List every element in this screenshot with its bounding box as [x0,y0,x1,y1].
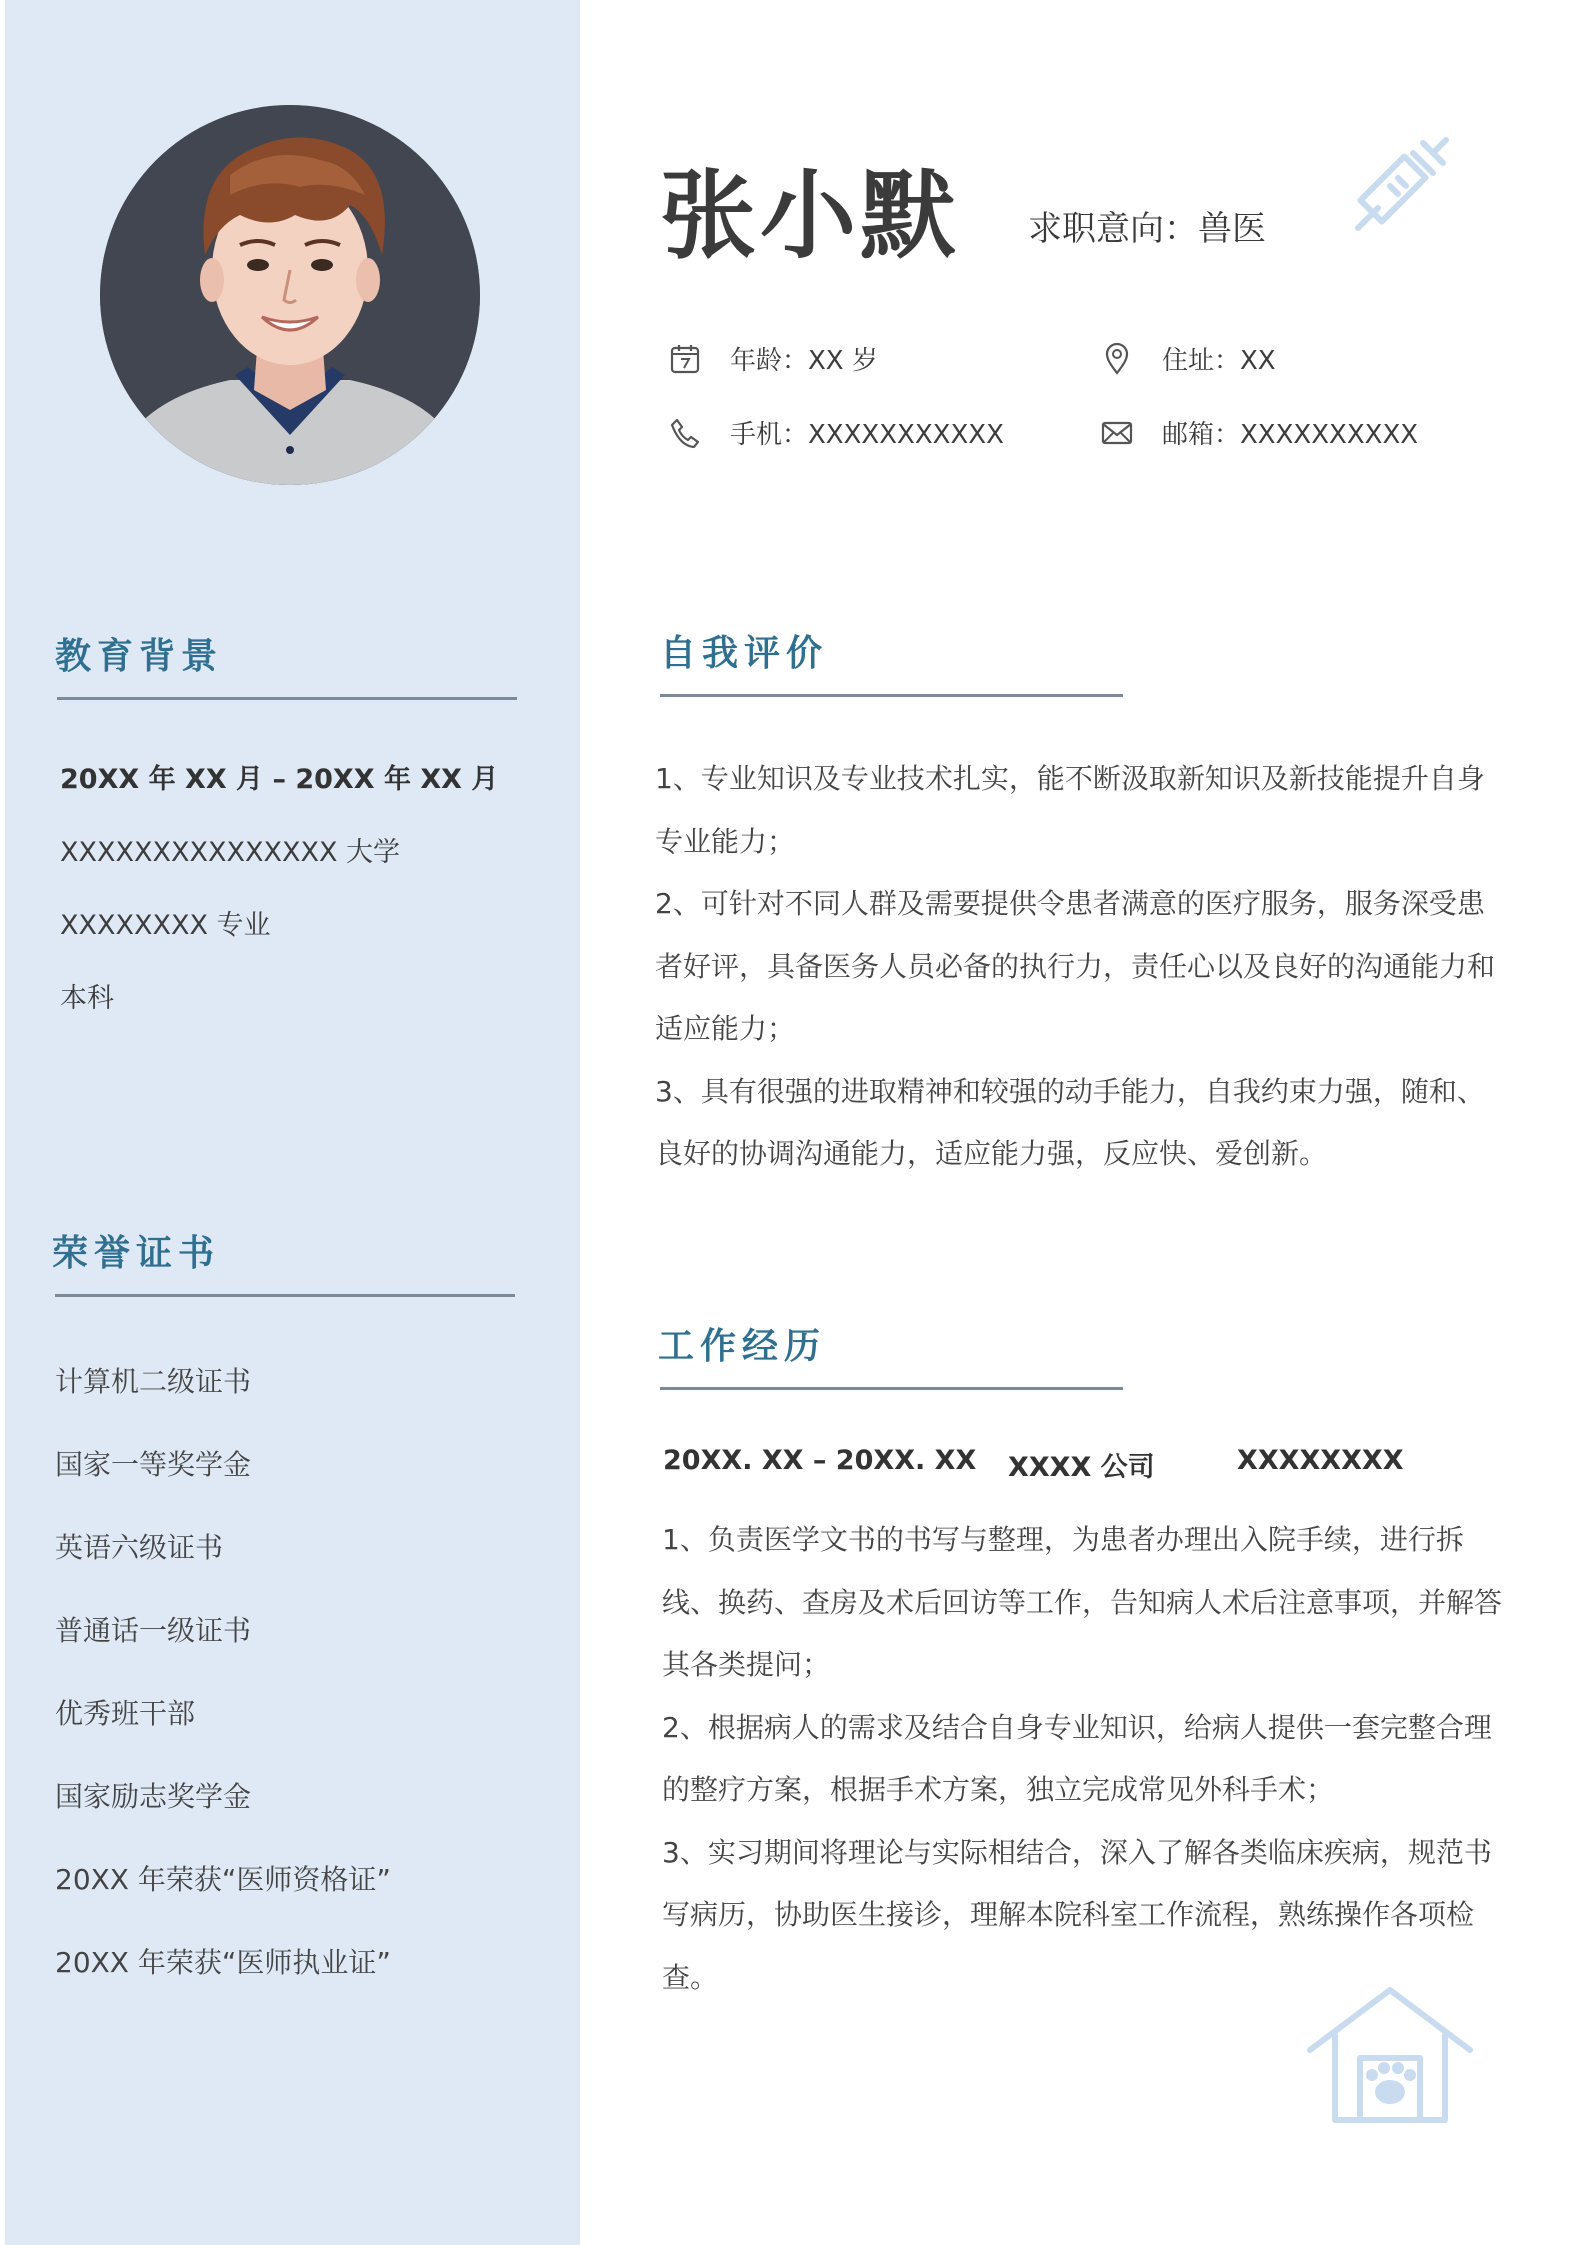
education-degree: 本科 [60,983,114,1014]
self-eval-item: 2、可针对不同人群及需要提供令患者满意的医疗服务，服务深受患者好评，具备医务人员必备的执行力，责任心以及良好的沟通能力和适应能力； [655,887,1496,1045]
contact-address [1100,340,1276,377]
honor-item: 优秀班干部 [55,1697,196,1730]
education-major: XXXXXXXX 专业 [60,910,271,941]
honor-item: 英语六级证书 [55,1531,224,1564]
honor-item: 20XX 年荣获“医师资格证” [55,1863,391,1896]
email-text: 邮箱：XXXXXXXXXX [1162,420,1419,450]
calendar-icon [668,342,702,376]
job-intent: 求职意向：兽医 [1028,209,1266,249]
self-eval-list [655,748,1505,1186]
education-title: 教育背景 [55,636,224,677]
honor-item: 计算机二级证书 [55,1365,252,1398]
self-eval-item: 1、专业知识及专业技术扎实，能不断汲取新知识及新技能提升自身专业能力； [655,762,1485,858]
honor-item: 20XX 年荣获“医师执业证” [55,1946,391,1979]
syringe-icon [1338,118,1458,252]
contact-email [1100,414,1418,451]
address-text: 住址：XX [1162,346,1276,376]
work-period: 20XX. XX – 20XX. XX [663,1445,977,1476]
self-eval-item: 3、具有很强的进取精神和较强的动手能力，自我约束力强，随和、良好的协调沟通能力，适应能力强，反应快、爱创新。 [655,1074,1485,1170]
work-position: XXXXXXXX [1237,1445,1404,1476]
self-eval-title: 自我评价 [660,633,829,674]
work-rule [660,1387,1123,1390]
age-text: 年龄：XX 岁 [730,346,878,376]
pet-house-icon [1300,1980,1480,2134]
self-eval-rule [660,694,1123,697]
work-item: 2、根据病人的需求及结合自身专业知识，给病人提供一套完整合理的整疗方案，根据手术方案，独立完成常见外科手术； [662,1710,1492,1806]
mail-icon [1100,416,1134,450]
honors-rule [55,1294,515,1297]
work-item: 3、实习期间将理论与实际相结合，深入了解各类临床疾病，规范书写病历，协助医生接诊，理解本院科室工作流程，熟练操作各项检查。 [662,1835,1492,1994]
avatar [100,105,480,485]
work-company: XXXX 公司 [1008,1452,1155,1483]
education-school: XXXXXXXXXXXXXXX 大学 [60,837,401,868]
honor-item: 国家一等奖学金 [55,1448,252,1481]
honor-item: 普通话一级证书 [55,1614,252,1647]
work-item: 1、负责医学文书的书写与整理，为患者办理出入院手续，进行拆线、换药、查房及术后回访等工作，告知病人术后注意事项，并解答其各类提问； [662,1523,1503,1681]
contact-phone [668,414,1004,451]
work-list [662,1509,1507,2009]
education-period: 20XX 年 XX 月 – 20XX 年 XX 月 [60,764,499,795]
candidate-name: 张小默 [660,159,960,272]
work-title: 工作经历 [658,1326,827,1367]
contact-age [668,340,878,377]
honor-item: 国家励志奖学金 [55,1780,252,1813]
education-rule [57,697,517,700]
phone-icon [668,416,702,450]
phone-text: 手机：XXXXXXXXXXX [730,420,1004,450]
honors-title: 荣誉证书 [52,1233,221,1274]
location-icon [1100,342,1134,376]
